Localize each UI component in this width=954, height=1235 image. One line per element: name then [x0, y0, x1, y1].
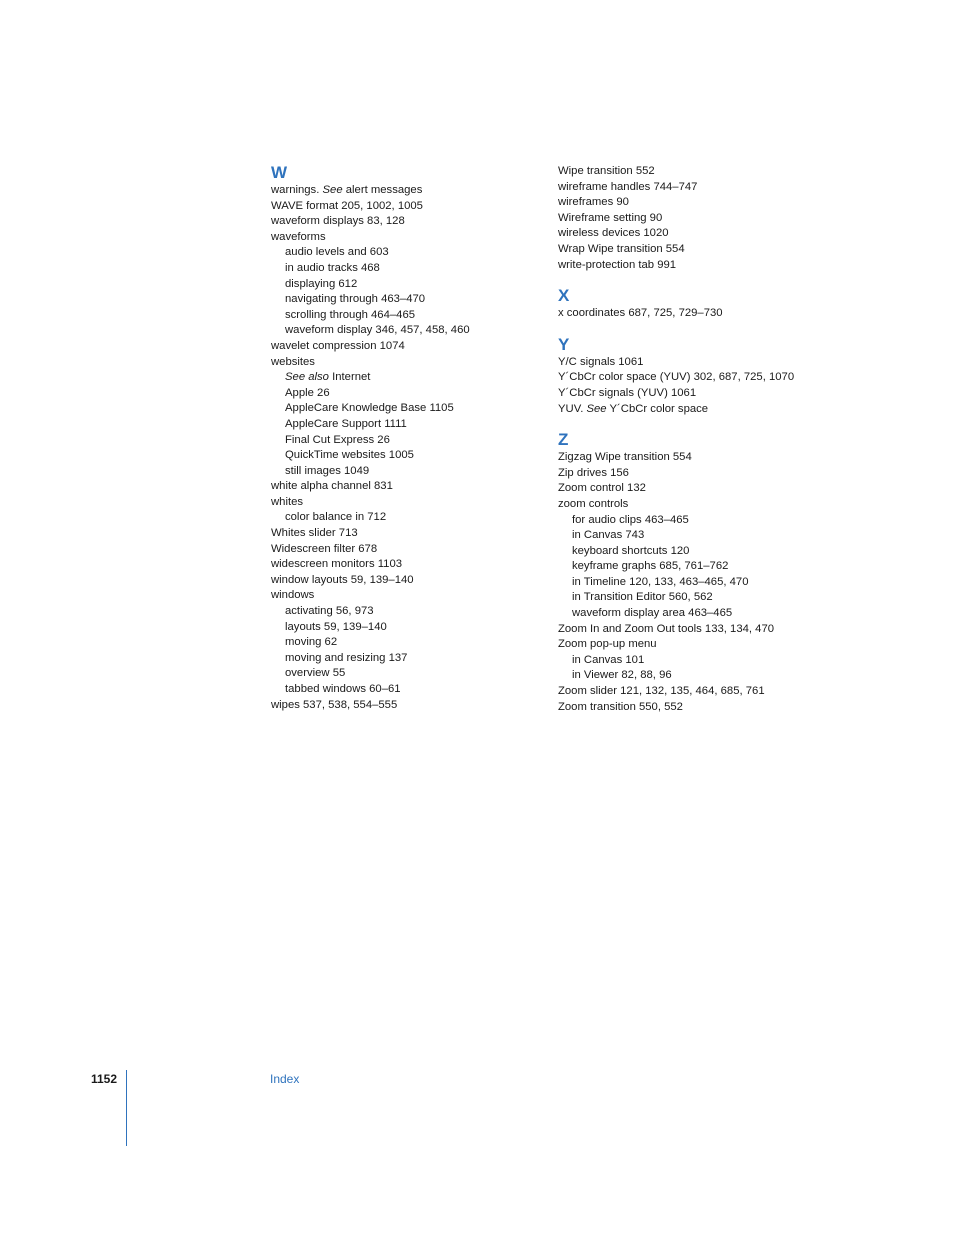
- index-subentry: Apple 26: [285, 386, 330, 399]
- footer-section-label: Index: [270, 1072, 300, 1086]
- entry-list: [558, 450, 828, 715]
- footer-divider: [126, 1070, 127, 1146]
- index-subentry: displaying 612: [285, 277, 358, 290]
- index-entry: widescreen monitors 1103: [271, 558, 403, 571]
- index-entry: wireframe handles 744–747: [558, 180, 698, 193]
- index-entry: Zoom pop-up menu: [558, 638, 657, 651]
- index-entry: Wipe transition 552: [558, 165, 655, 177]
- right-column: [558, 163, 828, 728]
- index-subentry: keyframe graphs 685, 761–762: [572, 560, 729, 573]
- section-letter-w: W: [271, 163, 288, 182]
- index-subentry: tabbed windows 60–61: [285, 683, 401, 695]
- index-entry: Wireframe setting 90: [558, 211, 663, 224]
- index-entry: x coordinates 687, 725, 729–730: [558, 307, 723, 320]
- index-entry: whites: [271, 495, 304, 508]
- index-entry: Wrap Wipe transition 554: [558, 242, 685, 255]
- section-letter-x: X: [558, 286, 570, 306]
- section-letter-y: Y: [558, 334, 570, 354]
- index-entry: websites: [271, 355, 315, 368]
- entry-text: Internet: [328, 371, 371, 384]
- entry-cross-reference: See: [322, 184, 343, 196]
- index-subentry: waveform display 346, 457, 458, 460: [285, 324, 470, 337]
- entry-text: Y´CbCr color space: [606, 402, 709, 415]
- index-entry: Zoom control 132: [558, 482, 646, 495]
- index-subentry: moving and resizing 137: [285, 651, 408, 664]
- index-entry: waveforms: [271, 230, 326, 243]
- section-z: [558, 430, 828, 715]
- index-subentry: activating 56, 973: [285, 605, 374, 618]
- index-entry: wipes 537, 538, 554–555: [271, 698, 398, 711]
- section-x: [558, 286, 828, 322]
- index-entry: white alpha channel 831: [271, 480, 393, 493]
- index-subentry: still images 1049: [285, 464, 370, 477]
- entry-text: YUV.: [558, 402, 587, 415]
- index-entry: Zigzag Wipe transition 554: [558, 451, 692, 464]
- page-number: 1152: [91, 1072, 118, 1086]
- index-subentry: overview 55: [285, 667, 346, 680]
- index-entry: wavelet compression 1074: [271, 339, 405, 352]
- index-subentry: waveform display area 463–465: [572, 607, 733, 620]
- index-subentry: in Viewer 82, 88, 96: [572, 669, 672, 682]
- index-entry: Widescreen filter 678: [271, 542, 378, 555]
- index-subentry: AppleCare Knowledge Base 1105: [285, 402, 454, 415]
- entry-list: [558, 355, 828, 417]
- index-subentry: for audio clips 463–465: [572, 513, 689, 526]
- index-subentry: AppleCare Support 1111: [285, 417, 407, 430]
- index-subentry: Final Cut Express 26: [285, 433, 390, 446]
- index-entry: zoom controls: [558, 497, 629, 510]
- index-entry: windows: [271, 589, 315, 602]
- section-letter-z: Z: [558, 430, 569, 450]
- index-entry: [271, 183, 541, 199]
- index-subentry: [271, 370, 541, 386]
- index-entry: Zoom slider 121, 132, 135, 464, 685, 761: [558, 685, 765, 698]
- index-entry: Zoom In and Zoom Out tools 133, 134, 470: [558, 622, 775, 635]
- index-subentry: moving 62: [285, 636, 338, 649]
- entry-cross-reference: See: [586, 402, 607, 415]
- entry-list: [558, 164, 828, 273]
- index-entry: Whites slider 713: [271, 527, 358, 540]
- index-subentry: in Canvas 101: [572, 653, 645, 666]
- index-subentry: color balance in 712: [285, 511, 387, 524]
- index-entry: Zoom transition 550, 552: [558, 700, 683, 713]
- index-subentry: in Canvas 743: [572, 529, 645, 542]
- entry-list: [558, 306, 828, 322]
- index-subentry: in audio tracks 468: [285, 261, 380, 274]
- index-subentry: layouts 59, 139–140: [285, 620, 387, 633]
- entry-list: [271, 183, 541, 713]
- index-entry: Y´CbCr signals (YUV) 1061: [558, 386, 697, 399]
- index-entry: window layouts 59, 139–140: [271, 573, 414, 586]
- index-subentry: keyboard shortcuts 120: [572, 544, 690, 557]
- section-w-continued: [558, 164, 828, 273]
- index-entry: Y´CbCr color space (YUV) 302, 687, 725, 1070: [558, 371, 795, 384]
- index-entry: write-protection tab 991: [558, 258, 677, 271]
- index-subentry: in Timeline 120, 133, 463–465, 470: [572, 575, 749, 588]
- index-entry: wireframes 90: [558, 196, 629, 209]
- index-subentry: audio levels and 603: [285, 246, 389, 259]
- entry-text: alert messages: [342, 184, 423, 196]
- index-entry: wireless devices 1020: [558, 227, 669, 240]
- index-entry: waveform displays 83, 128: [271, 215, 405, 228]
- index-entry: Zip drives 156: [558, 466, 629, 479]
- index-subentry: in Transition Editor 560, 562: [572, 591, 713, 604]
- index-subentry: scrolling through 464–465: [285, 308, 416, 321]
- index-subentry: navigating through 463–470: [285, 293, 426, 306]
- section-w: [271, 163, 541, 713]
- index-entry: Y/C signals 1061: [558, 355, 644, 368]
- index-subentry: QuickTime websites 1005: [285, 449, 414, 462]
- left-column: [271, 163, 541, 726]
- section-y: [558, 335, 828, 417]
- index-entry: WAVE format 205, 1002, 1005: [271, 199, 423, 212]
- entry-text: warnings.: [271, 184, 323, 196]
- entry-cross-reference: See also: [285, 371, 329, 384]
- index-entry: [558, 402, 828, 418]
